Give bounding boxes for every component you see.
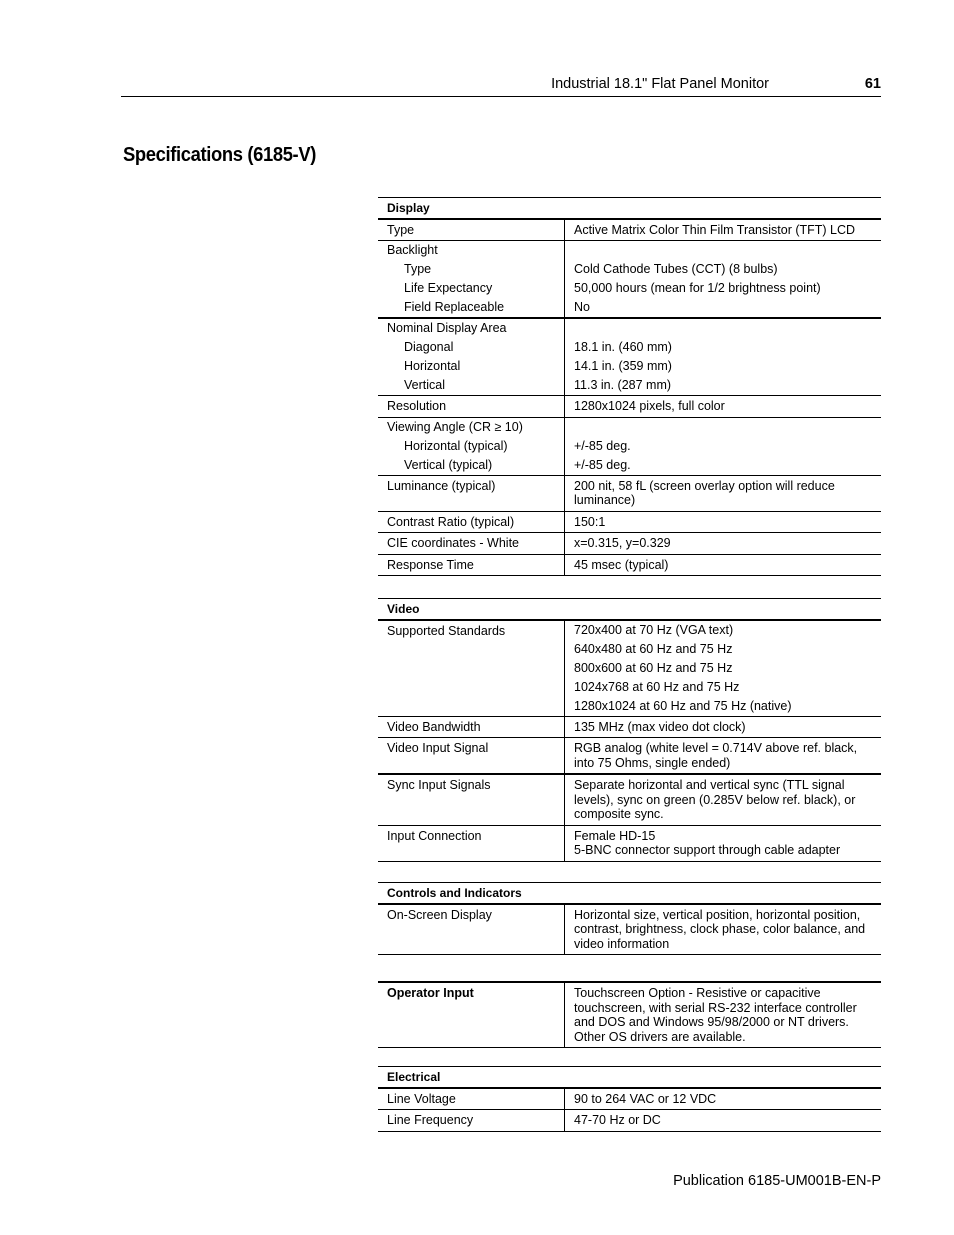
row-label: Nominal Display Area [387, 321, 507, 335]
row-value: Touchscreen Option - Resistive or capacitive touchscreen, with serial RS-232 interface controller and DOS and Windows 95/98/2000 or NT drivers. Other OS drivers are available. [565, 982, 882, 1048]
row-label: Operator Input [378, 982, 565, 1048]
table-row [378, 904, 881, 955]
table-row [378, 219, 881, 241]
row-value: 11.3 in. (287 mm) [574, 378, 672, 392]
row-value: Horizontal size, vertical position, horizontal position, contrast, brightness, clock phase, color balance, and video information [565, 904, 882, 955]
list-item: 1280x1024 at 60 Hz and 75 Hz (native) [574, 698, 792, 713]
row-label: Video Bandwidth [378, 716, 565, 738]
row-label: Backlight [387, 243, 438, 257]
row-value: +/-85 deg. [574, 438, 631, 453]
row-value: 18.1 in. (460 mm) [574, 340, 672, 354]
table-row [378, 716, 881, 738]
row-value: 47-70 Hz or DC [565, 1110, 882, 1132]
electrical-spec-table [378, 1066, 881, 1132]
video-heading: Video [378, 599, 881, 620]
table-row [378, 620, 881, 717]
table-row [378, 738, 881, 775]
row-label: Sync Input Signals [378, 774, 565, 825]
table-row [378, 475, 881, 511]
row-label: Viewing Angle (CR ≥ 10) [387, 419, 523, 434]
list-item: 720x400 at 70 Hz (VGA text) [574, 622, 734, 637]
row-value: 5-BNC connector support through cable adapter [574, 843, 841, 857]
operator-input-table [378, 981, 881, 1048]
row-value: 200 nit, 58 fL (screen overlay option will reduce luminance) [565, 475, 882, 511]
table-row [378, 982, 881, 1048]
table-row [378, 825, 881, 861]
row-value: 50,000 hours (mean for 1/2 brightness point) [574, 281, 821, 295]
row-value: No [574, 300, 590, 314]
display-heading: Display [378, 198, 881, 219]
row-label: Horizontal [404, 359, 461, 373]
row-label: CIE coordinates - White [378, 533, 565, 555]
table-row [378, 318, 881, 396]
row-label: On-Screen Display [378, 904, 565, 955]
video-spec-table [378, 598, 881, 862]
row-label: Vertical [404, 378, 445, 392]
list-item: 640x480 at 60 Hz and 75 Hz [574, 641, 733, 656]
row-value: 150:1 [565, 511, 882, 533]
row-value: Separate horizontal and vertical sync (TTL signal levels), sync on green (0.285V below ref. black), or composite sync. [565, 774, 882, 825]
controls-spec-table [378, 882, 881, 955]
table-row [378, 417, 881, 475]
row-value: x=0.315, y=0.329 [565, 533, 882, 555]
row-value: Female HD-15 [574, 828, 656, 843]
row-label: Video Input Signal [378, 738, 565, 775]
row-label: Type [404, 262, 432, 276]
row-label: Luminance (typical) [378, 475, 565, 511]
document-title: Industrial 18.1" Flat Panel Monitor [551, 76, 769, 92]
display-spec-table [378, 197, 881, 576]
list-item: 800x600 at 60 Hz and 75 Hz [574, 660, 733, 675]
row-label: Vertical (typical) [404, 457, 493, 472]
row-label: Life Expectancy [404, 281, 493, 295]
page-number: 61 [864, 76, 881, 92]
row-value: 45 msec (typical) [565, 554, 882, 576]
row-label: Line Voltage [378, 1088, 565, 1110]
table-row [378, 1110, 881, 1132]
table-row [378, 1088, 881, 1110]
table-row [378, 396, 881, 418]
list-item: 1024x768 at 60 Hz and 75 Hz [574, 679, 740, 694]
table-row [378, 511, 881, 533]
row-value: RGB analog (white level = 0.714V above ref. black, into 75 Ohms, single ended) [565, 738, 882, 775]
row-value: 1280x1024 pixels, full color [565, 396, 882, 418]
row-label: Horizontal (typical) [404, 438, 508, 453]
row-value: 90 to 264 VAC or 12 VDC [565, 1088, 882, 1110]
row-value: 135 MHz (max video dot clock) [565, 716, 882, 738]
row-value: Active Matrix Color Thin Film Transistor (TFT) LCD [565, 219, 882, 241]
row-label: Line Frequency [378, 1110, 565, 1132]
row-label: Supported Standards [378, 620, 565, 717]
row-value: +/-85 deg. [574, 457, 631, 472]
table-row [378, 241, 881, 319]
table-row [378, 554, 881, 576]
electrical-heading: Electrical [378, 1067, 881, 1088]
row-label: Input Connection [378, 825, 565, 861]
row-label: Diagonal [404, 340, 454, 354]
row-label: Resolution [378, 396, 565, 418]
page-header [121, 76, 881, 97]
row-value: Cold Cathode Tubes (CCT) (8 bulbs) [574, 262, 778, 276]
table-row [378, 774, 881, 825]
row-label: Type [378, 219, 565, 241]
section-title: Specifications (6185-V) [123, 144, 316, 166]
controls-heading: Controls and Indicators [378, 883, 881, 904]
row-label: Contrast Ratio (typical) [378, 511, 565, 533]
publication-footer: Publication 6185-UM001B-EN-P [673, 1173, 881, 1189]
row-label: Field Replaceable [404, 300, 505, 314]
table-row [378, 533, 881, 555]
row-value: 14.1 in. (359 mm) [574, 359, 672, 373]
row-label: Response Time [378, 554, 565, 576]
